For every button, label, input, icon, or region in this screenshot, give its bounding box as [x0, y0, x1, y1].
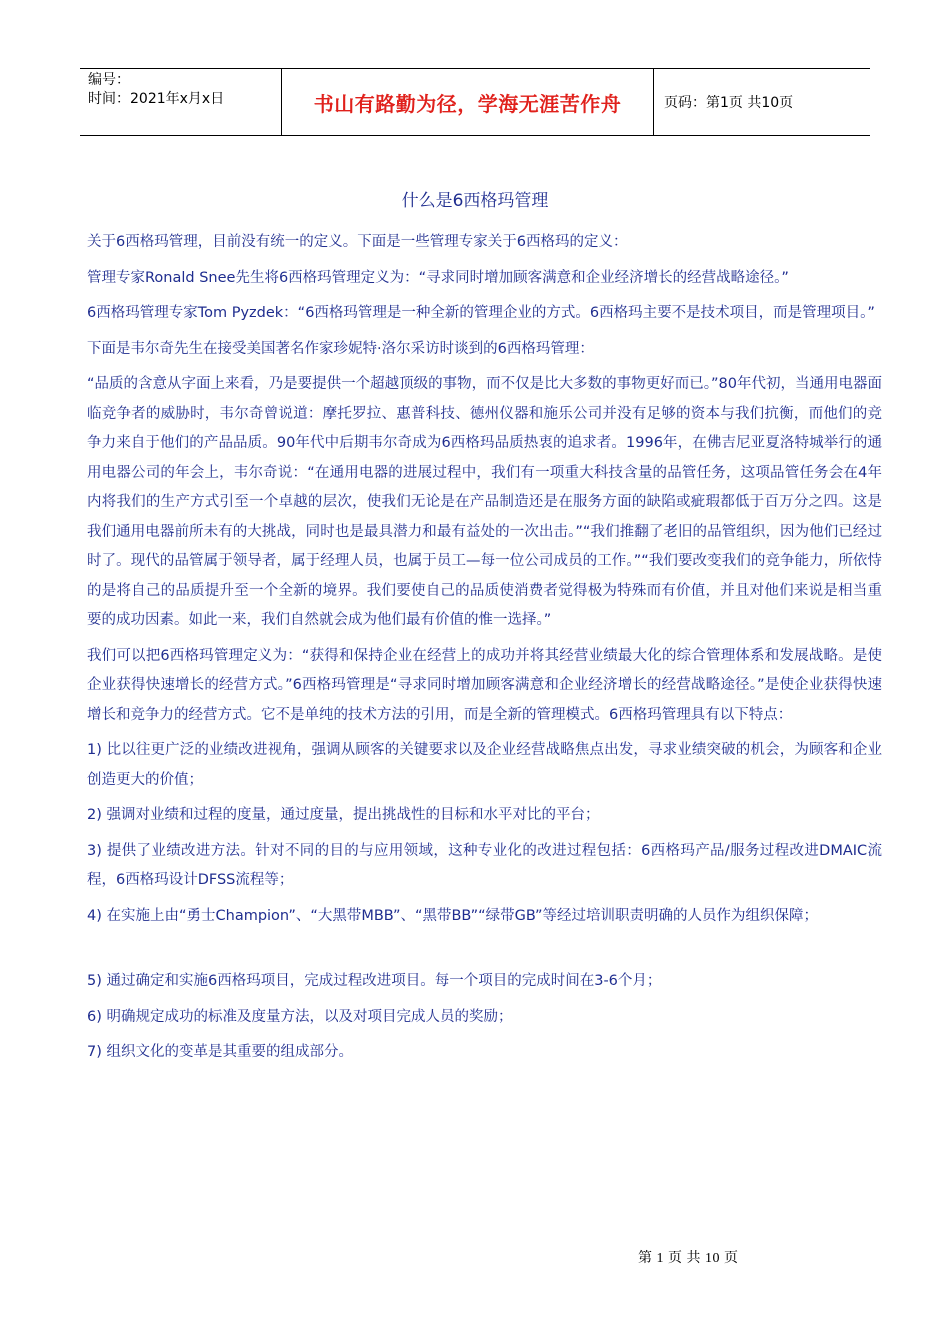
paragraph: 我们可以把6西格玛管理定义为：“获得和保持企业在经营上的成功并将其经营业绩最大化的综合管理体系和发展战略。是使企业获得快速增长的经营方式。”6西格玛管理是“寻求同时增加顾客满意和企业经济增长的经营战略途径。”是使企业获得快速增长和竞争力的经营方式。它不是单纯的技术方法的引用，而是全新的管理模式。6西格玛管理具有以下特点： — [87, 647, 882, 723]
list-item: 3) 提供了业绩改进方法。针对不同的目的与应用领域，这种专业化的改进过程包括：6西格玛产品/服务过程改进DMAIC流程，6西格玛设计DFSS流程等； — [87, 842, 882, 888]
paragraph: “品质的含意从字面上来看，乃是要提供一个超越顶级的事物，而不仅是比大多数的事物更好而已。”80年代初，当通用电器面临竞争者的威胁时，韦尔奇曾说道：摩托罗拉、惠普科技、德州仪器和施乐公司并没有足够的资本与我们抗衡，而他们的竞争力来自于他们的产品品质。90年代中后期韦尔奇成为6西格玛品质热衷的追求者。1996年，在佛吉尼亚夏洛特城举行的通用电器公司的年会上，韦尔奇说：“在通用电器的进展过程中，我们有一项重大科技含量的品管任务，这项品管任务会在4年内将我们的生产方式引至一个卓越的层次，使我们无论是在产品制造还是在服务方面的缺陷或疵瑕都低于百万分之四。这是我们通用电器前所未有的大挑战，同时也是最具潜力和最有益处的一次出击。”“我们推翻了老旧的品管组织，因为他们已经过时了。现代的品管属于领导者，属于经理人员，也属于员工—每一位公司成员的工作。”“我们要改变我们的竞争能力，所依恃的是将自己的品质提升至一个全新的境界。我们要使自己的品质使消费者觉得极为特殊而有价值，并且对他们来说是相当重要的成功因素。如此一来，我们自然就会成为他们最有价值的惟一选择。” — [87, 376, 882, 628]
list-item: 4) 在实施上由“勇士Champion”、“大黑带MBB”、“黑带BB”“绿带GB”等经过培训职责明确的人员作为组织保障； — [87, 907, 819, 924]
header-slogan-cell — [282, 69, 654, 135]
header-meta-cell — [80, 69, 282, 135]
list-item: 6) 明确规定成功的标准及度量方法，以及对项目完成人员的奖励； — [87, 1008, 513, 1025]
list-item: 7) 组织文化的变革是其重要的组成部分。 — [87, 1044, 353, 1060]
paragraph: 管理专家Ronald Snee先生将6西格玛管理定义为：“寻求同时增加顾客满意和企业经济增长的经营战略途径。” — [87, 269, 789, 286]
page-footer: 第 1 页 共 10 页 — [638, 1251, 739, 1266]
document-number-label: 编号： — [88, 72, 130, 88]
header-table — [80, 68, 870, 136]
document-body — [87, 228, 882, 1074]
header-page-info: 页码：第1页 共10页 — [664, 95, 794, 111]
list-item: 1) 比以往更广泛的业绩改进视角，强调从顾客的关键要求以及企业经营战略焦点出发，寻求业绩突破的机会，为顾客和企业创造更大的价值； — [87, 742, 882, 788]
list-item: 5) 通过确定和实施6西格玛项目，完成过程改进项目。每一个项目的完成时间在3-6个月； — [87, 973, 662, 989]
paragraph: 下面是韦尔奇先生在接受美国著名作家珍妮特·洛尔采访时谈到的6西格玛管理： — [87, 340, 594, 357]
paragraph: 关于6西格玛管理，目前没有统一的定义。下面是一些管理专家关于6西格玛的定义： — [87, 234, 628, 250]
header-slogan: 书山有路勤为径，学海无涯苦作舟 — [313, 91, 622, 116]
document-title: 什么是6西格玛管理 — [401, 191, 549, 211]
document-date-label: 时间：2021年x月x日 — [88, 91, 225, 107]
paragraph: 6西格玛管理专家Tom Pyzdek：“6西格玛管理是一种全新的管理企业的方式。6西格玛主要不是技术项目，而是管理项目。” — [87, 305, 875, 321]
list-item: 2) 强调对业绩和过程的度量，通过度量，提出挑战性的目标和水平对比的平台； — [87, 807, 600, 823]
header-page-cell — [654, 69, 870, 135]
